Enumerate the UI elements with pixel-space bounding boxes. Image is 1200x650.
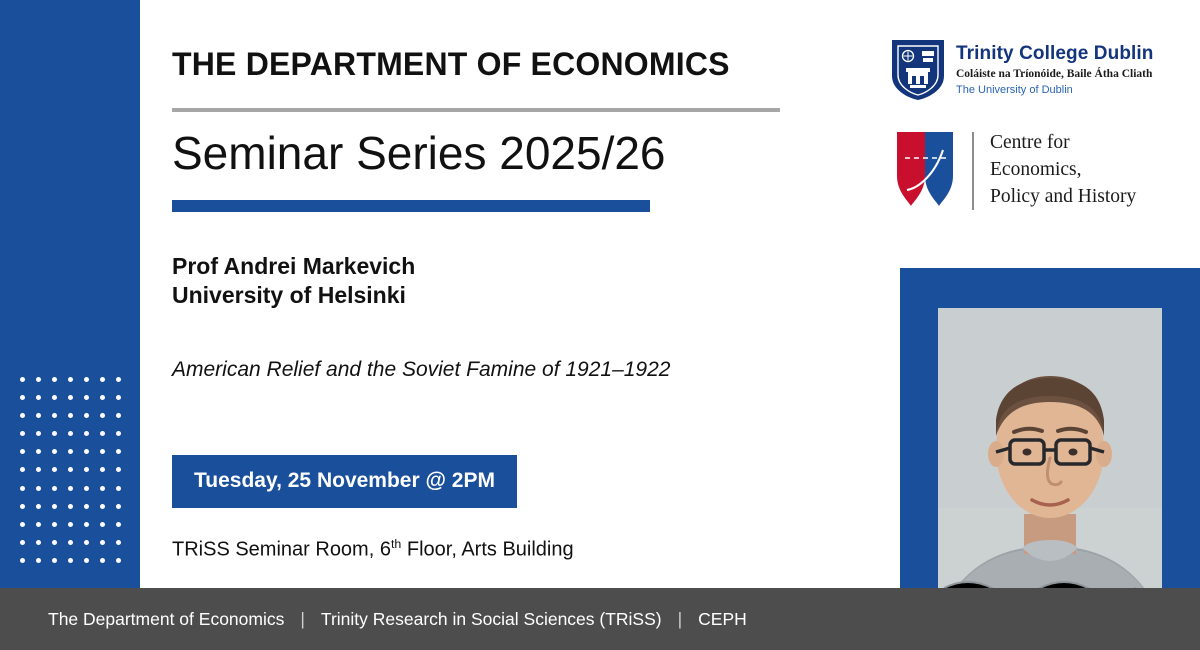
ceph-logo: [895, 130, 1185, 222]
dot: [52, 467, 57, 472]
dot: [20, 504, 25, 509]
dot: [68, 395, 73, 400]
trinity-logo-text: [956, 44, 1154, 96]
speaker-block: [172, 252, 415, 311]
dot: [100, 431, 105, 436]
dot: [36, 486, 41, 491]
footer-items: [48, 588, 747, 650]
footer-item-triss: Trinity Research in Social Sciences (TRiSS): [320, 608, 662, 629]
dot: [100, 467, 105, 472]
ceph-logo-text: [990, 130, 1136, 211]
dot: [84, 413, 89, 418]
location-text: [172, 537, 574, 562]
dot: [68, 377, 73, 382]
location-ordinal-suffix: th: [390, 537, 402, 551]
dot: [36, 377, 41, 382]
dot: [100, 377, 105, 382]
dot: [20, 377, 25, 382]
footer-bar: [0, 588, 1200, 650]
dot: [52, 377, 57, 382]
trinity-subtitle: The University of Dublin: [956, 83, 1073, 96]
dot: [68, 486, 73, 491]
dot: [52, 540, 57, 545]
dot: [20, 522, 25, 527]
dot: [20, 467, 25, 472]
dot: [116, 522, 121, 527]
trinity-shield-icon: [890, 38, 946, 102]
dot: [84, 431, 89, 436]
dot: [116, 504, 121, 509]
dot: [68, 540, 73, 545]
ceph-line-3: Policy and History: [990, 185, 1137, 207]
blue-divider: [172, 200, 650, 212]
ceph-line-2: Economics,: [990, 158, 1082, 180]
dot: [52, 395, 57, 400]
dot: [52, 449, 57, 454]
footer-separator: |: [300, 608, 305, 629]
dot: [116, 540, 121, 545]
left-accent-bar: [0, 0, 140, 588]
dot: [36, 431, 41, 436]
poster-content: [172, 0, 872, 588]
dot: [116, 486, 121, 491]
dot: [84, 504, 89, 509]
dot: [84, 522, 89, 527]
dot: [52, 522, 57, 527]
dot: [36, 395, 41, 400]
footer-separator: |: [677, 608, 683, 629]
dot: [52, 431, 57, 436]
ceph-line-1: Centre for: [990, 132, 1070, 153]
dot: [36, 504, 41, 509]
dot: [116, 431, 121, 436]
dot: [84, 467, 89, 472]
grey-divider: [172, 108, 780, 112]
datetime-badge: Tuesday, 25 November @ 2PM: [172, 455, 517, 508]
department-title: THE DEPARTMENT OF ECONOMICS: [172, 46, 730, 82]
dot: [20, 413, 25, 418]
dot: [36, 558, 41, 563]
footer-item-ceph: CEPH: [698, 608, 747, 629]
dot: [84, 540, 89, 545]
location-suffix: Floor, Arts Building: [401, 538, 574, 561]
dot: [100, 486, 105, 491]
dot: [116, 395, 121, 400]
dot: [84, 558, 89, 563]
dot: [100, 558, 105, 563]
dot: [36, 540, 41, 545]
dot: [100, 413, 105, 418]
series-title: Seminar Series 2025/26: [172, 127, 666, 179]
dot: [52, 413, 57, 418]
dot: [100, 522, 105, 527]
trinity-name: Trinity College Dublin: [956, 43, 1154, 64]
trinity-college-dublin-logo: [890, 38, 1180, 110]
speaker-affiliation: University of Helsinki: [172, 282, 406, 309]
dot: [68, 558, 73, 563]
dot: [68, 467, 73, 472]
dot: [68, 449, 73, 454]
footer-item-economics: The Department of Economics: [48, 608, 285, 629]
dot: [20, 540, 25, 545]
dot: [36, 467, 41, 472]
speaker-name: Prof Andrei Markevich: [172, 253, 416, 279]
dot: [100, 395, 105, 400]
location-prefix: TRiSS Seminar Room, 6: [172, 538, 391, 561]
dot: [116, 449, 121, 454]
dot: [20, 395, 25, 400]
dot: [36, 413, 41, 418]
dot: [100, 449, 105, 454]
dot: [36, 522, 41, 527]
dot: [100, 540, 105, 545]
dot: [68, 522, 73, 527]
dot: [52, 558, 57, 563]
trinity-name-irish: Coláiste na Tríonóide, Baile Átha Cliath: [956, 67, 1153, 80]
dot: [20, 558, 25, 563]
ceph-shield-icon: [895, 130, 955, 210]
dot: [84, 377, 89, 382]
dot: [20, 486, 25, 491]
dot: [116, 377, 121, 382]
dot: [84, 486, 89, 491]
dot: [52, 486, 57, 491]
ceph-logo-divider: [972, 132, 974, 210]
dot: [84, 449, 89, 454]
dot: [20, 431, 25, 436]
dot: [116, 467, 121, 472]
dot: [100, 504, 105, 509]
dot-grid-decoration: [14, 370, 126, 570]
paper-title: American Relief and the Soviet Famine of 1921–1922: [172, 358, 671, 381]
dot: [52, 504, 57, 509]
dot: [84, 395, 89, 400]
dot: [116, 413, 121, 418]
dot: [36, 449, 41, 454]
dot: [68, 413, 73, 418]
dot: [116, 558, 121, 563]
dot: [68, 504, 73, 509]
dot: [20, 449, 25, 454]
dot: [68, 431, 73, 436]
